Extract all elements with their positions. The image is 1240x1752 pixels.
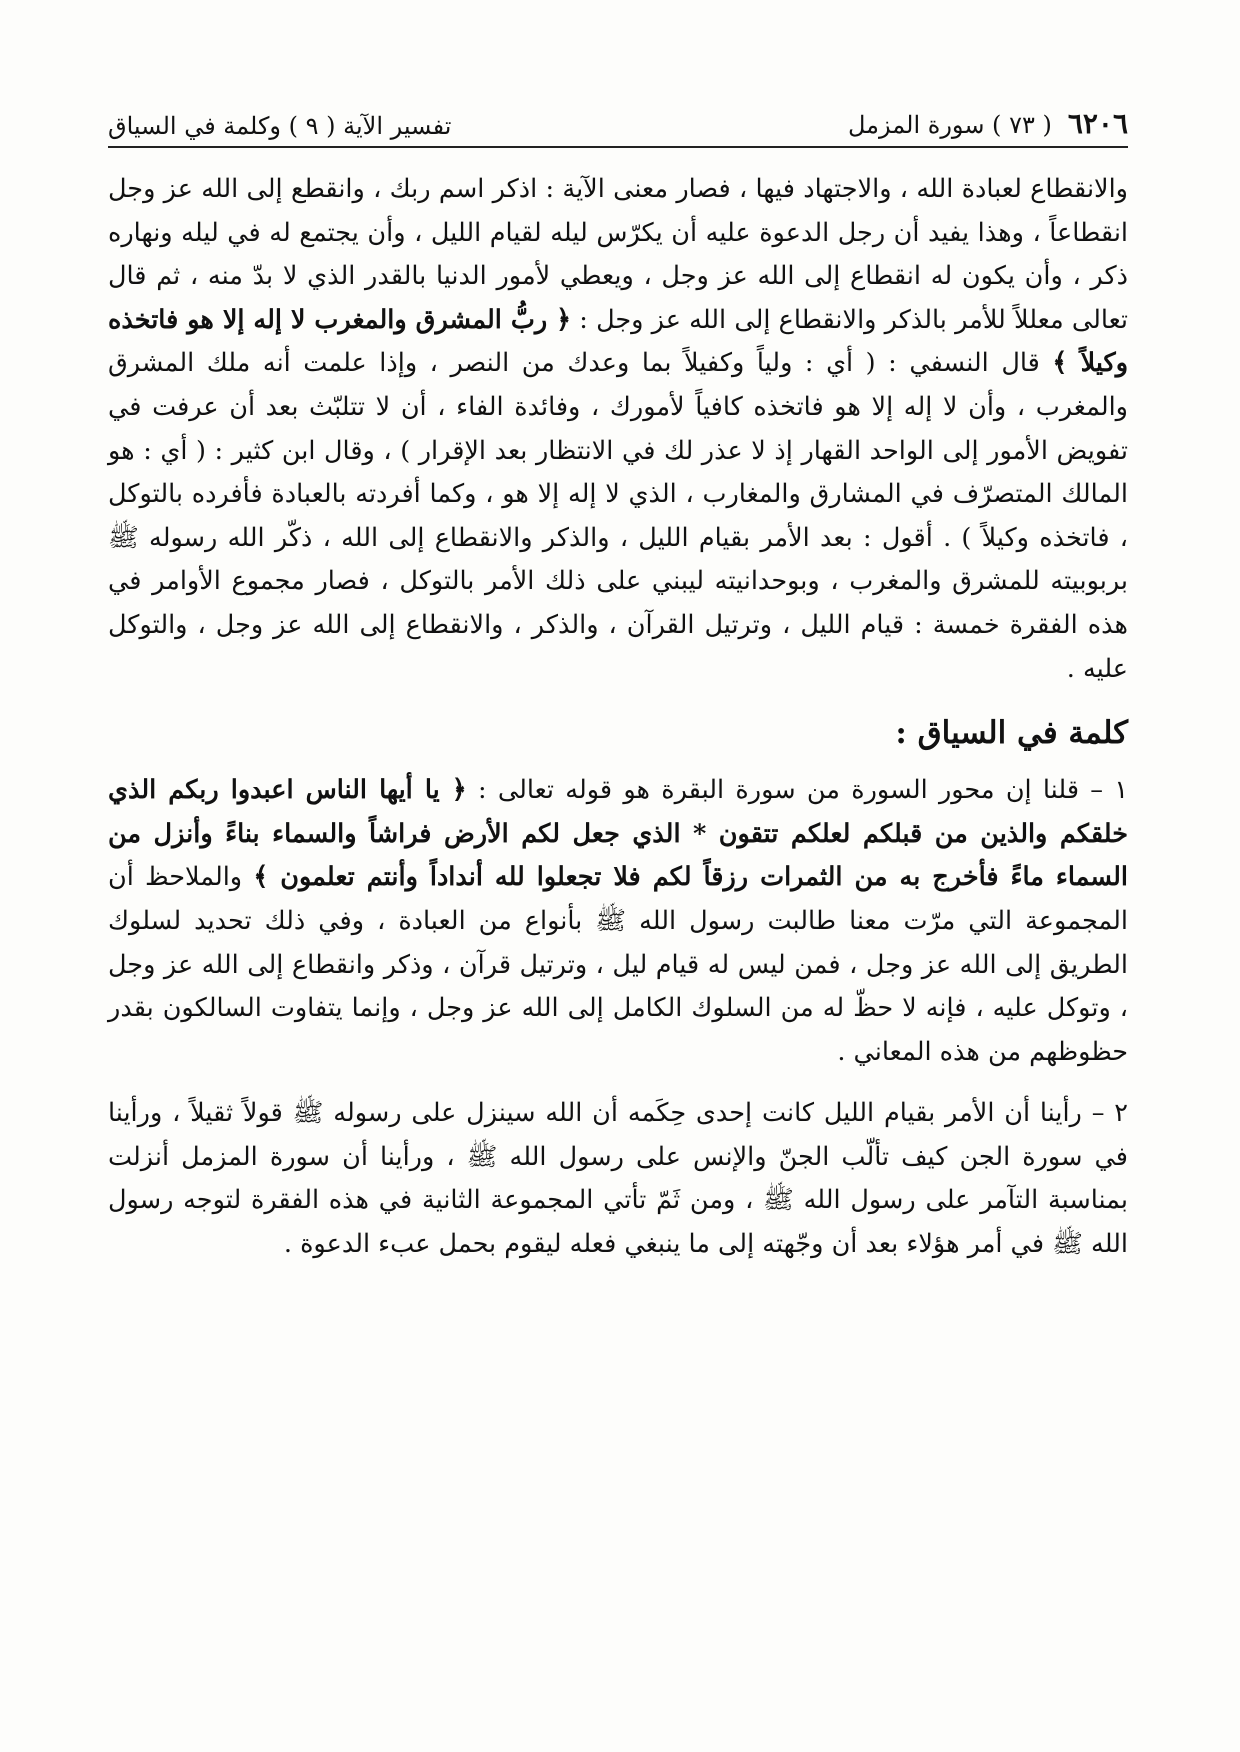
paragraph-2-text-b: والملاحظ أن المجموعة التي مرّت معنا طالبت رسول الله ﷺ بأنواع من العبادة ، وفي ذلك تحديد لسلوك الطريق إلى الله عز وجل ، فمن ليس له قيام ليل ، وترتيل قرآن ، وذكر وانقطاع إلى الله عز وجل ، وتوكل عليه ، فإنه لا حظّ له من السلوك الكامل إلى الله عز وجل ، وإنما يتفاوت السالكون بقدر حظوظهم من هذه المعاني . bbox=[108, 862, 1128, 1067]
paragraph-3: ٢ – رأينا أن الأمر بقيام الليل كانت إحدى حِكَمه أن الله سينزل على رسوله ﷺ قولاً ثقيلاً ، ورأينا في سورة الجن كيف تألّب الجنّ والإنس على رسول الله ﷺ ، ورأينا أن سورة المزمل أنزلت بمناسبة التآمر على رسول الله ﷺ ، ومن ثَمّ تأتي المجموعة الثانية في هذه الفقرة لتوجه رسول الله ﷺ في أمر هؤلاء بعد أن وجّهته إلى ما ينبغي فعله ليقوم بحمل عبء الدعوة . bbox=[108, 1098, 1128, 1260]
paragraph-2-text-a: ١ – قلنا إن محور السورة من سورة البقرة هو قوله تعالى : bbox=[477, 775, 1129, 806]
page-body bbox=[108, 168, 1128, 1267]
header-right bbox=[848, 107, 1128, 140]
page-header bbox=[108, 92, 1128, 140]
paragraph-1-text-b: قال النسفي : ( أي : ولياً وكفيلاً بما وعدك من النصر ، وإذا علمت أنه ملك المشرق والمغرب ، وأن لا إله إلا هو فاتخذه كافياً لأمورك ، وفائدة الفاء ، أن لا تتلبّث بعد أن عرفت في تفويض الأمور إلى الواحد القهار إذ لا عذر لك في الانتظار بعد الإقرار ) ، وقال ابن كثير : ( أي : هو المالك المتصرّف في المشارق والمغارب ، الذي لا إله إلا هو ، وكما أفردته بالعبادة فأفرده بالتوكل ، فاتخذه وكيلاً ) . أقول : بعد الأمر بقيام الليل ، والذكر والانقطاع إلى الله ، ذكّر الله رسوله ﷺ بربوبيته للمشرق والمغرب ، وبوحدانيته ليبني على ذلك الأمر بالتوكل ، فصار مجموع الأوامر في هذه الفقرة خمسة : قيام الليل ، وترتيل القرآن ، والذكر ، والانقطاع إلى الله عز وجل ، والتوكل عليه . bbox=[108, 348, 1129, 684]
surah-title: ( ٧٣ ) سورة المزمل bbox=[848, 111, 1052, 139]
section-heading: تفسير الآية ( ٩ ) وكلمة في السياق bbox=[108, 112, 452, 140]
page-number: ٦٢٠٦ bbox=[1067, 107, 1128, 140]
quran-quote-1: ﴿ ربُّ المشرق والمغرب لا إله إلا هو فاتخذه وكيلاً ﴾ bbox=[108, 304, 1129, 379]
section-title: كلمة في السياق : bbox=[895, 715, 1128, 752]
paragraph-2 bbox=[108, 769, 1128, 1074]
paragraph-1-text-a: والانقطاع لعبادة الله ، والاجتهاد فيها ، فصار معنى الآية : اذكر اسم ربك ، وانقطع إلى الله عز وجل انقطاعاً ، وهذا يفيد أن رجل الدعوة عليه أن يكرّس ليله لقيام الليل ، وأن يجتمع له في ليله ونهاره ذكر ، وأن يكون له انقطاع إلى الله عز وجل ، ويعطي لأمور الدنيا بالقدر الذي لا بدّ منه ، ثم قال تعالى معللاً للأمر بالذكر والانقطاع إلى الله عز وجل : bbox=[108, 174, 1129, 335]
quran-quote-2: ﴿ يا أيها الناس اعبدوا ربكم الذي خلقكم والذين من قبلكم لعلكم تتقون * الذي جعل لكم الأرض فراشاً والسماء بناءً وأنزل من السماء ماءً فأخرج به من الثمرات رزقاً لكم فلا تجعلوا لله أنداداً وأنتم تعلمون ﴾ bbox=[108, 775, 1129, 893]
header-divider bbox=[108, 146, 1128, 148]
paragraph-1 bbox=[108, 168, 1128, 691]
